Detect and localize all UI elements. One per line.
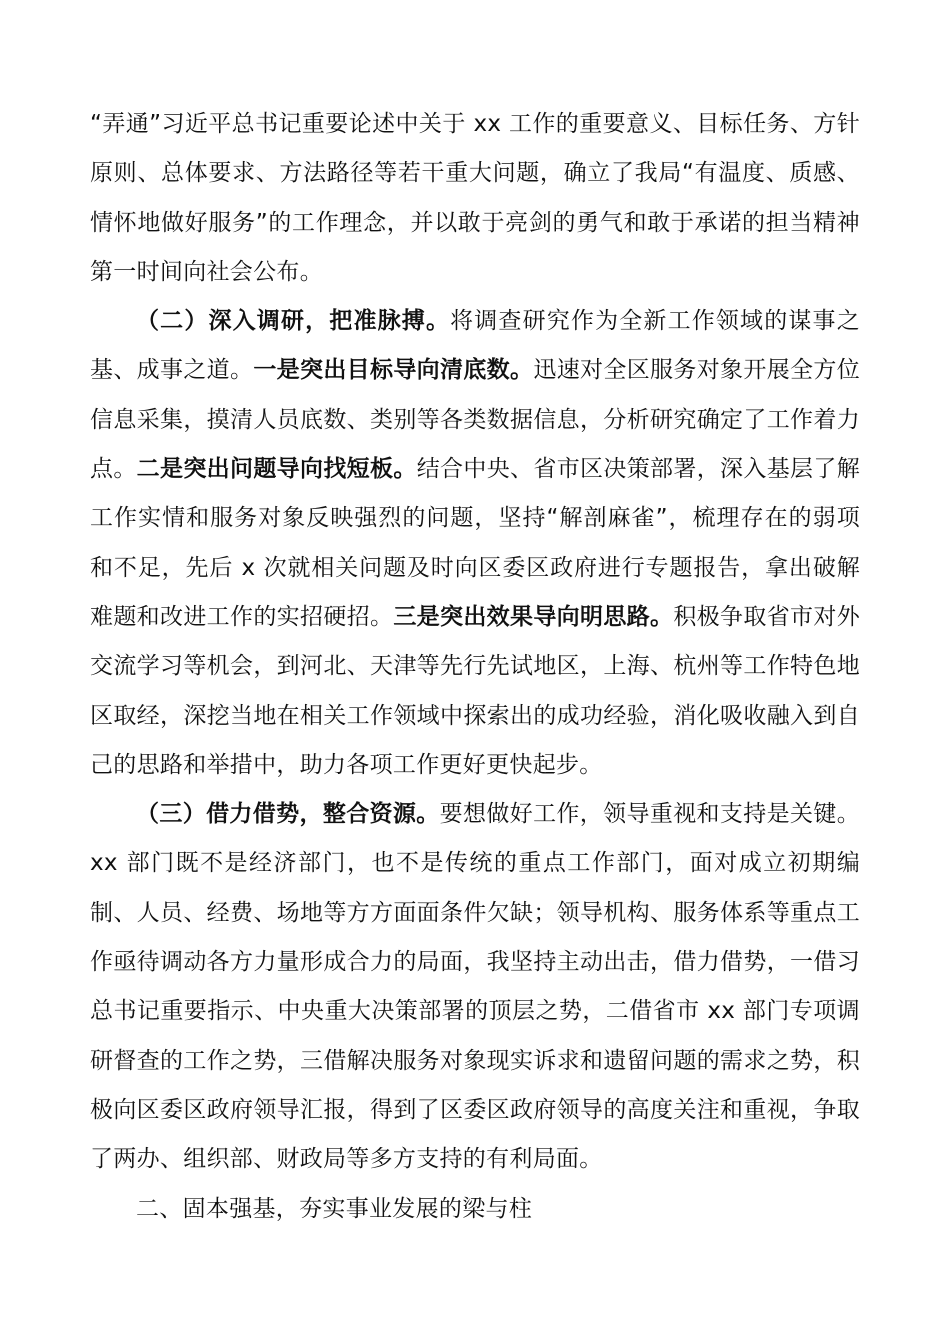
chapter-heading	[90, 1185, 860, 1234]
paragraph-text: “弄通”习近平总书记重要论述中关于 xx 工作的重要意义、目标任务、方针原则、总体要求、方法路径等若干重大问题，确立了我局“有温度、质感、情怀地做好服务”的工作理念，并以敢于亮剑的勇气和敢于承诺的担当精神第一时间向社会公布。	[90, 111, 860, 285]
chapter-heading-text: 二、固本强基，夯实事业发展的梁与柱	[136, 1195, 533, 1222]
paragraph-text: 将调查研究作为全新工作领域的谋事之基、成事之道。	[90, 308, 860, 384]
section-heading: （二）深入调研，把准脉搏。	[136, 308, 451, 335]
point-heading-2: 二是突出问题导向找短板。	[136, 456, 417, 483]
paragraph-text: 要想做好工作，领导重视和支持是关键。xx 部门既不是经济部门，也不是传统的重点工作部门，面对成立初期编制、人员、经费、场地等方方面面条件欠缺；领导机构、服务体系等重点工作亟待调动各方力量形成合力的局面，我坚持主动出击，借力借势，一借习总书记重要指示、中央重大决策部署的顶层之势，二借省市 xx 部门专项调研督查的工作之势，三借解决服务对象现实诉求和遗留问题的需求之势，积极向区委区政府领导汇报，得到了区委区政府领导的高度关注和重视，争取了两办、组织部、财政局等多方支持的有利局面。	[90, 801, 860, 1173]
paragraph-text: 结合中央、省市区决策部署，深入基层了解工作实情和服务对象反映强烈的问题，坚持“解剖麻雀”，梳理存在的弱项和不足，先后 x 次就相关问题及时向区委区政府进行专题报告，拿出破解难题和改进工作的实招硬招。	[90, 456, 860, 630]
document-body	[90, 100, 860, 1234]
point-heading-1: 一是突出目标导向清底数。	[253, 357, 534, 384]
paragraph-continuation	[90, 100, 860, 297]
point-heading-3: 三是突出效果导向明思路。	[393, 603, 674, 630]
paragraph-section-2	[90, 297, 860, 790]
section-heading: （三）借力借势，整合资源。	[136, 801, 440, 828]
paragraph-text: 积极争取省市对外交流学习等机会，到河北、天津等先行先试地区，上海、杭州等工作特色地区取经，深挖当地在相关工作领域中探索出的成功经验，消化吸收融入到自己的思路和举措中，助力各项工作更好更快起步。	[90, 603, 860, 778]
paragraph-text: 迅速对全区服务对象开展全方位信息采集，摸清人员底数、类别等各类数据信息，分析研究确定了工作着力点。	[90, 357, 860, 483]
paragraph-section-3	[90, 790, 860, 1184]
